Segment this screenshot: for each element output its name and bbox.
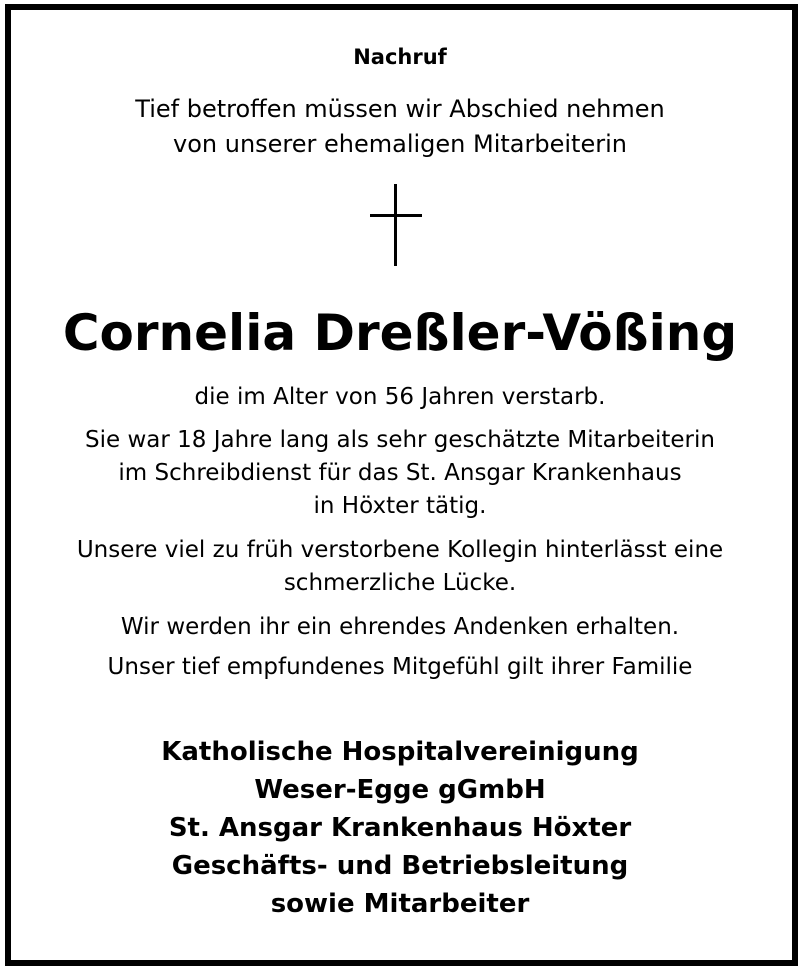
intro-text [0,92,800,162]
sender-line: Katholische Hospitalvereinigung [161,737,639,767]
remembrance-line: Wir werden ihr ein ehrendes Andenken erhalten. [120,614,680,640]
notice-heading: Nachruf [353,45,447,69]
sender-line: Weser-Egge gGmbH [254,775,546,805]
sender-line: sowie Mitarbeiter [270,889,530,919]
sender-block [0,733,800,923]
loss-line: schmerzliche Lücke. [283,570,517,596]
deceased-name: Cornelia Dreßler-Vößing [62,304,738,362]
career-text [0,424,800,523]
career-line: im Schreibdienst für das St. Ansgar Krankenhaus [118,460,682,486]
loss-line: Unsere viel zu früh verstorbene Kollegin hinterlässt eine [76,537,724,563]
cross-horizontal-bar [370,214,422,217]
career-line: Sie war 18 Jahre lang als sehr geschätzte Mitarbeiterin [85,427,715,453]
sender-line: Geschäfts- und Betriebsleitung [171,851,629,881]
loss-text [0,534,800,600]
sender-line: St. Ansgar Krankenhaus Höxter [168,813,632,843]
cross-icon [370,184,422,266]
intro-line: von unserer ehemaligen Mitarbeiterin [173,130,627,158]
cross-vertical-bar [394,184,397,266]
intro-line: Tief betroffen müssen wir Abschied nehmen [135,95,665,123]
age-line: die im Alter von 56 Jahren verstarb. [194,384,606,410]
career-line: in Höxter tätig. [313,493,487,519]
condolence-line: Unser tief empfundenes Mitgefühl gilt ihrer Familie [107,654,693,680]
